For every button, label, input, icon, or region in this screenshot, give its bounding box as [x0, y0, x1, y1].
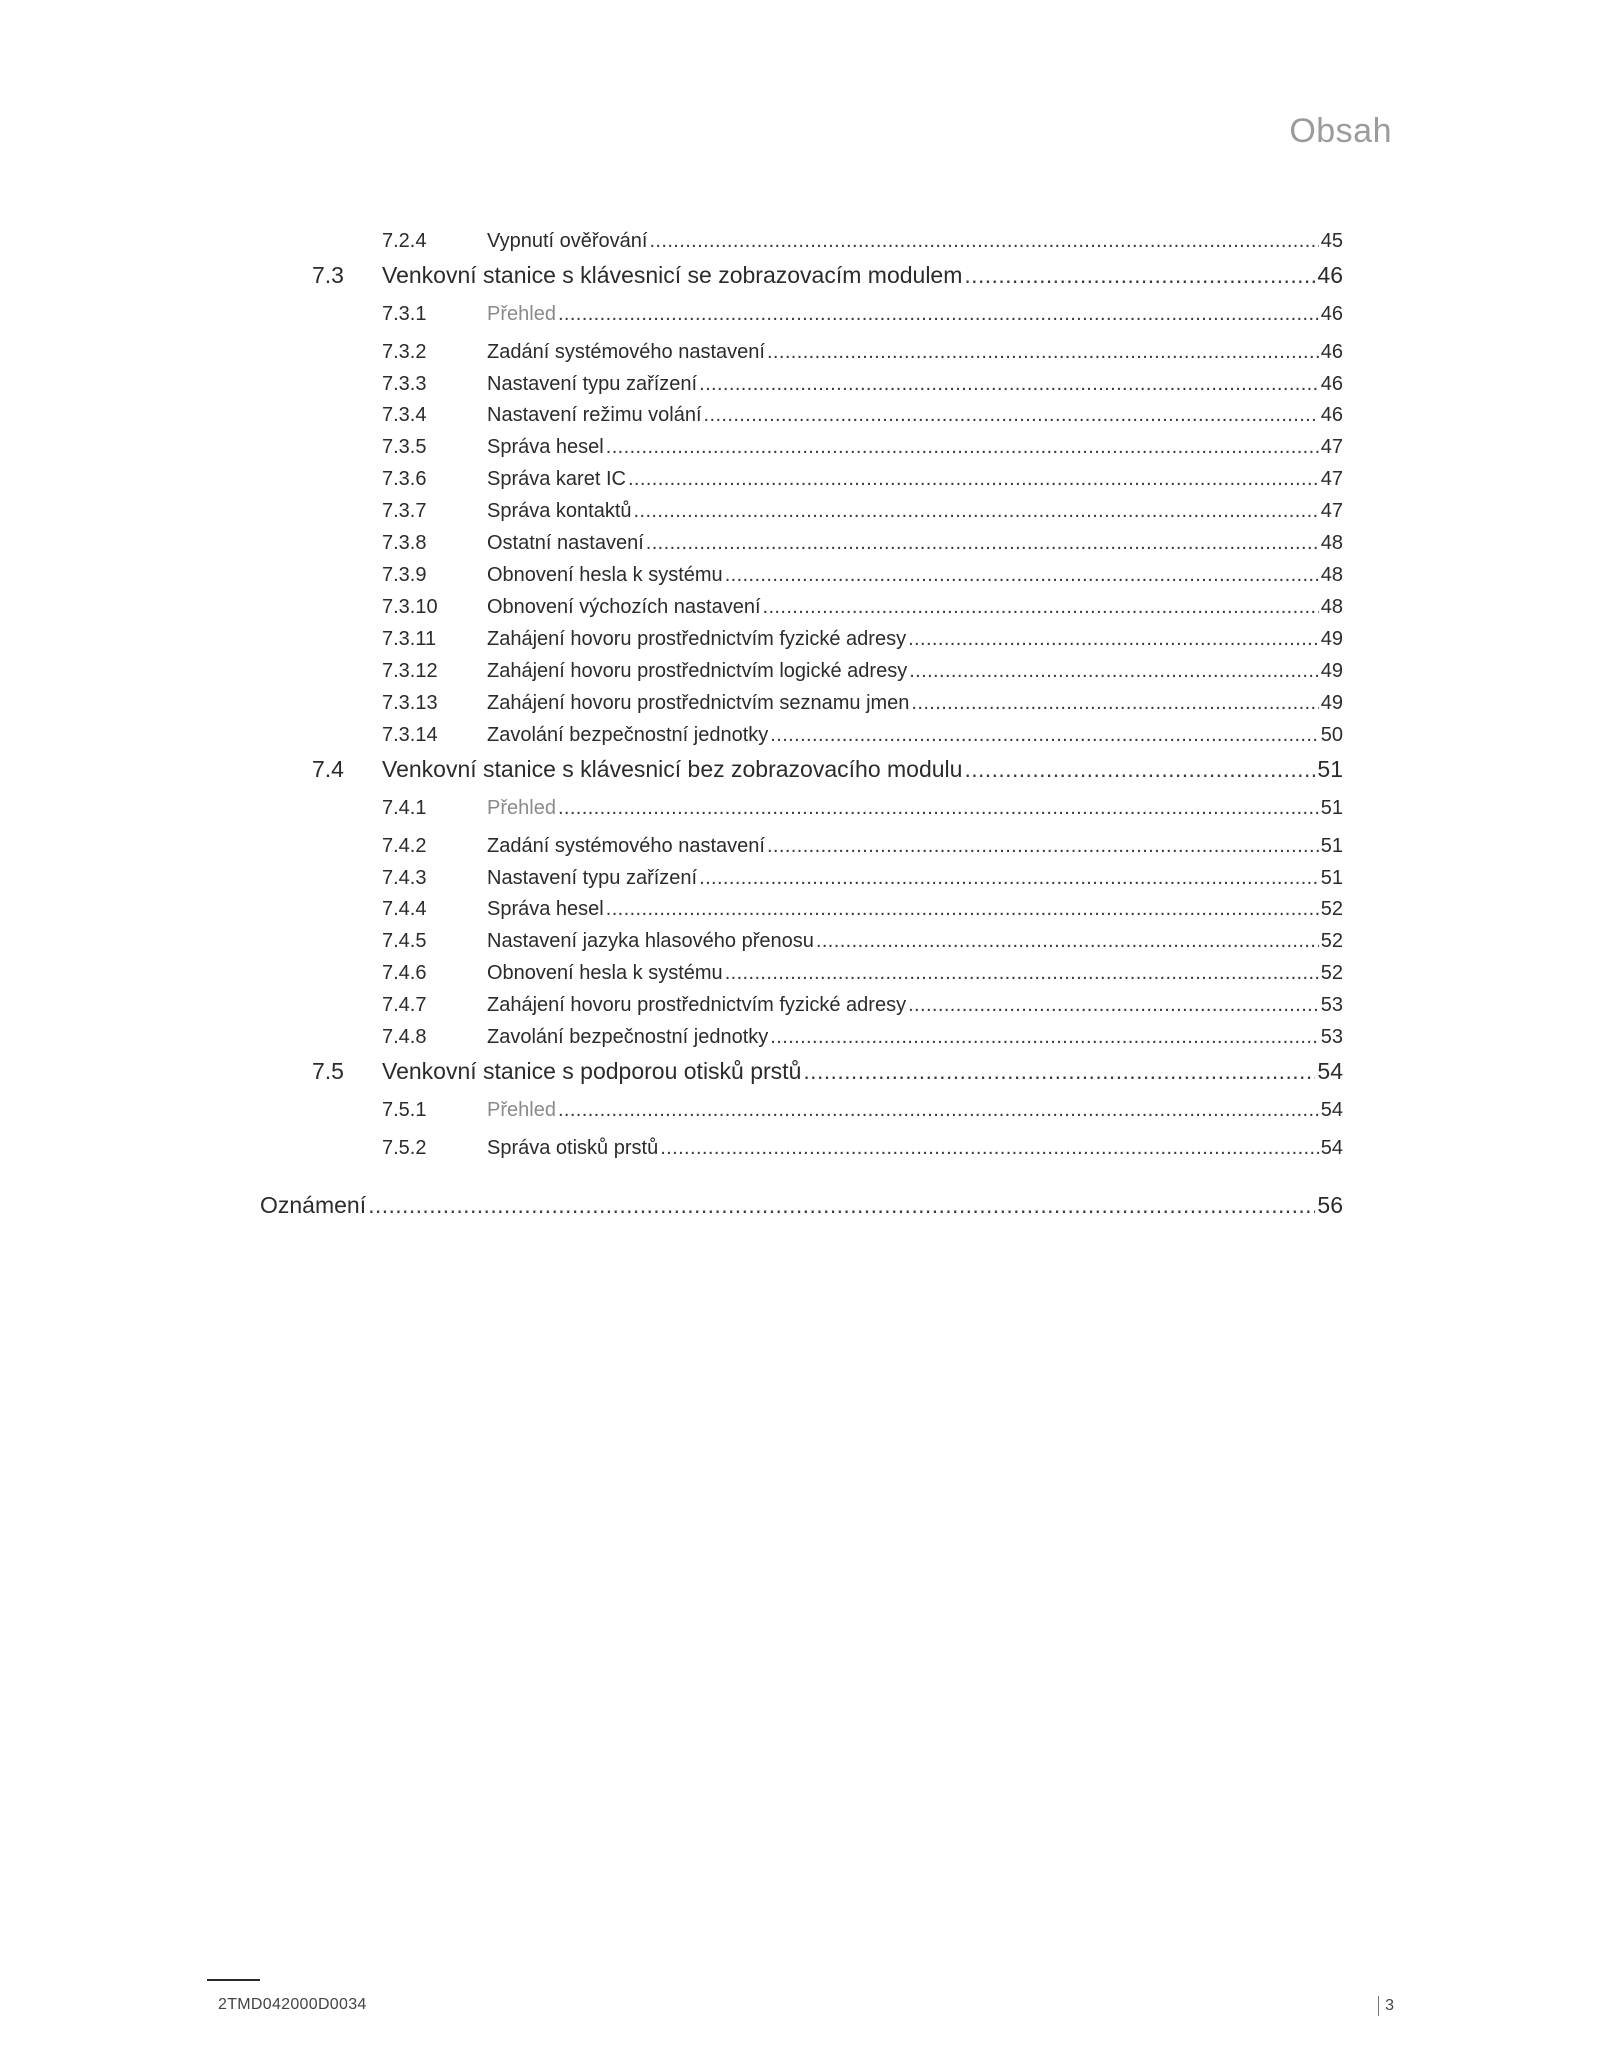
toc-entry-number: 7.3.9	[382, 564, 427, 586]
toc-entry-body	[487, 432, 1343, 462]
toc-dot-leader	[908, 990, 1319, 1020]
toc-entry[interactable]	[0, 432, 1600, 462]
toc-entry[interactable]	[0, 958, 1600, 988]
toc-entry-title: Zahájení hovoru prostřednictvím fyzické adresy	[487, 994, 907, 1016]
toc-dot-leader	[606, 894, 1319, 924]
toc-entry-page: 51	[1317, 756, 1343, 782]
toc-entry-body	[487, 656, 1343, 686]
toc-entry-title: Ostatní nastavení	[487, 532, 644, 554]
toc-entry[interactable]	[0, 496, 1600, 526]
toc-entry[interactable]	[0, 793, 1600, 823]
toc-entry-title: Zahájení hovoru prostřednictvím fyzické adresy	[487, 628, 907, 650]
toc-entry-page: 46	[1320, 373, 1343, 395]
toc-dot-leader	[606, 432, 1319, 462]
toc-entry[interactable]	[0, 1133, 1600, 1163]
toc-entry-body	[487, 793, 1343, 823]
page-header-title: Obsah	[1289, 112, 1392, 150]
toc-entry-number: 7.5.1	[382, 1099, 427, 1121]
toc-entry-number: 7.4.3	[382, 867, 427, 889]
toc-entry-page: 50	[1320, 724, 1343, 746]
toc-entry-page: 54	[1320, 1099, 1343, 1121]
toc-entry-body	[487, 464, 1343, 494]
toc-entry-number: 7.3.2	[382, 341, 427, 363]
toc-entry-title: Přehled	[487, 797, 556, 819]
toc-entry[interactable]	[0, 894, 1600, 924]
footer-page-number	[1378, 1996, 1394, 2016]
toc-entry-title: Zadání systémového nastavení	[487, 835, 765, 857]
toc-entry-title: Přehled	[487, 1099, 556, 1121]
toc-entry-page: 52	[1320, 962, 1343, 984]
toc-entry[interactable]	[0, 464, 1600, 494]
toc-dot-leader	[634, 496, 1319, 526]
toc-entry-body	[487, 990, 1343, 1020]
toc-entry-body	[487, 1133, 1343, 1163]
toc-entry-body	[487, 688, 1343, 718]
toc-entry-title: Zahájení hovoru prostřednictvím seznamu jmen	[487, 692, 910, 714]
toc-entry-number: 7.4.2	[382, 835, 427, 857]
toc-dot-leader	[770, 720, 1318, 750]
toc-entry-body	[382, 752, 1343, 786]
toc-entry-body	[487, 400, 1343, 430]
toc-entry-number: 7.3.13	[382, 692, 438, 714]
toc-entry-number: 7.3.12	[382, 660, 438, 682]
toc-dot-leader	[660, 1133, 1319, 1163]
toc-entry-title: Přehled	[487, 303, 556, 325]
toc-entry-number: 7.3.5	[382, 436, 427, 458]
toc-dot-leader	[558, 1095, 1319, 1125]
toc-entry-page: 46	[1320, 303, 1343, 325]
toc-entry-page: 48	[1320, 564, 1343, 586]
toc-entry-page: 53	[1320, 994, 1343, 1016]
toc-entry-page: 56	[1317, 1192, 1343, 1218]
toc-entry-title: Správa hesel	[487, 436, 604, 458]
toc-entry-title: Zadání systémového nastavení	[487, 341, 765, 363]
toc-entry-body	[487, 496, 1343, 526]
toc-entry-number: 7.3.1	[382, 303, 427, 325]
toc-entry-body	[487, 863, 1343, 893]
toc-entry-title: Vypnutí ověřování	[487, 230, 648, 252]
toc-entry-title: Správa hesel	[487, 898, 604, 920]
toc-dot-leader	[770, 1022, 1318, 1052]
toc-dot-leader	[558, 299, 1319, 329]
footer-rule	[207, 1979, 260, 1981]
toc-entry-title: Oznámení	[260, 1192, 367, 1218]
toc-entry-number: 7.4.5	[382, 930, 427, 952]
toc-entry-number: 7.3.7	[382, 500, 427, 522]
toc-entry[interactable]	[0, 656, 1600, 686]
toc-entry[interactable]	[0, 337, 1600, 367]
toc-entry[interactable]	[0, 752, 1600, 786]
toc-dot-leader	[964, 258, 1315, 292]
toc-entry-title: Zavolání bezpečnostní jednotky	[487, 1026, 769, 1048]
toc-dot-leader	[699, 863, 1319, 893]
toc-entry-body	[260, 1187, 1343, 1223]
toc-entry-number: 7.3.14	[382, 724, 438, 746]
toc-entry-page: 51	[1320, 867, 1343, 889]
toc-dot-leader	[646, 528, 1319, 558]
toc-entry[interactable]	[0, 1095, 1600, 1125]
toc-entry-number: 7.4.8	[382, 1026, 427, 1048]
toc-entry-title: Venkovní stanice s klávesnicí bez zobrazovacího modulu	[382, 756, 963, 782]
toc-entry[interactable]	[0, 926, 1600, 956]
toc-entry-page: 47	[1320, 468, 1343, 490]
toc-entry-page: 48	[1320, 532, 1343, 554]
toc-entry[interactable]	[0, 258, 1600, 292]
toc-entry-title: Nastavení režimu volání	[487, 404, 702, 426]
toc-entry-body	[487, 894, 1343, 924]
toc-dot-leader	[649, 226, 1318, 256]
toc-entry-page: 51	[1320, 797, 1343, 819]
toc-entry-title: Obnovení hesla k systému	[487, 962, 723, 984]
toc-dot-leader	[704, 400, 1319, 430]
toc-dot-leader	[699, 369, 1319, 399]
toc-dot-leader	[725, 560, 1319, 590]
toc-dot-leader	[628, 464, 1319, 494]
toc-entry-body	[487, 337, 1343, 367]
toc-entry-number: 7.3.6	[382, 468, 427, 490]
toc-entry[interactable]	[0, 688, 1600, 718]
toc-entry-number: 7.3.11	[382, 628, 437, 650]
toc-entry-page: 45	[1320, 230, 1343, 252]
toc-entry[interactable]	[0, 400, 1600, 430]
toc-entry-body	[487, 958, 1343, 988]
toc-entry-page: 47	[1320, 436, 1343, 458]
toc-dot-leader	[767, 337, 1319, 367]
toc-entry-number: 7.5	[312, 1058, 344, 1084]
toc-entry-number: 7.2.4	[382, 230, 427, 252]
toc-entry-page: 49	[1320, 692, 1343, 714]
toc-entry-page: 53	[1320, 1026, 1343, 1048]
toc-entry-number: 7.4.7	[382, 994, 427, 1016]
toc-entry-page: 46	[1317, 262, 1343, 288]
toc-entry-title: Nastavení jazyka hlasového přenosu	[487, 930, 814, 952]
toc-entry-number: 7.3.4	[382, 404, 427, 426]
toc-entry[interactable]	[0, 560, 1600, 590]
toc-dot-leader	[725, 958, 1319, 988]
toc-entry[interactable]	[0, 1187, 1600, 1223]
toc-entry-page: 52	[1320, 898, 1343, 920]
toc-entry[interactable]	[0, 831, 1600, 861]
toc-entry-number: 7.3.3	[382, 373, 427, 395]
toc-entry-body	[382, 258, 1343, 292]
toc-entry-page: 54	[1320, 1137, 1343, 1159]
toc-dot-leader	[911, 688, 1318, 718]
toc-entry[interactable]	[0, 592, 1600, 622]
toc-entry[interactable]	[0, 863, 1600, 893]
toc-entry-page: 47	[1320, 500, 1343, 522]
toc-entry-title: Zavolání bezpečnostní jednotky	[487, 724, 769, 746]
footer-page-number-text: 3	[1385, 1997, 1394, 2014]
toc-entry-title: Zahájení hovoru prostřednictvím logické adresy	[487, 660, 908, 682]
toc-entry-title: Nastavení typu zařízení	[487, 373, 698, 395]
toc-entry[interactable]	[0, 1022, 1600, 1052]
toc-entry-page: 49	[1320, 660, 1343, 682]
toc-entry-number: 7.4	[312, 756, 344, 782]
toc-entry-title: Venkovní stanice s klávesnicí se zobrazovacím modulem	[382, 262, 963, 288]
toc-dot-leader	[803, 1054, 1315, 1088]
toc-entry-body	[487, 720, 1343, 750]
toc-entry-body	[487, 624, 1343, 654]
toc-entry-title: Obnovení výchozích nastavení	[487, 596, 761, 618]
toc-entry[interactable]	[0, 369, 1600, 399]
toc-dot-leader	[964, 752, 1315, 786]
toc-dot-leader	[908, 624, 1319, 654]
toc-entry-title: Správa kontaktů	[487, 500, 632, 522]
toc-entry-title: Obnovení hesla k systému	[487, 564, 723, 586]
toc-entry-body	[487, 831, 1343, 861]
toc-entry-body	[487, 528, 1343, 558]
toc-entry-title: Nastavení typu zařízení	[487, 867, 698, 889]
toc-dot-leader	[368, 1187, 1315, 1223]
toc-entry[interactable]	[0, 528, 1600, 558]
toc-entry-body	[487, 560, 1343, 590]
toc-entry-body	[487, 926, 1343, 956]
toc-entry-body	[487, 1022, 1343, 1052]
toc-entry-body	[487, 592, 1343, 622]
toc-entry-body	[487, 1095, 1343, 1125]
toc-entry-number: 7.5.2	[382, 1137, 427, 1159]
toc-entry-title: Správa otisků prstů	[487, 1137, 659, 1159]
toc-dot-leader	[558, 793, 1319, 823]
footer-document-id: 2TMD042000D0034	[218, 1996, 367, 2013]
toc-entry-page: 49	[1320, 628, 1343, 650]
toc-entry-body	[487, 369, 1343, 399]
toc-entry-number: 7.4.6	[382, 962, 427, 984]
toc-entry-body	[487, 299, 1343, 329]
toc-dot-leader	[816, 926, 1319, 956]
toc-entry-page: 48	[1320, 596, 1343, 618]
toc-dot-leader	[909, 656, 1319, 686]
toc-entry[interactable]	[0, 720, 1600, 750]
toc-entry[interactable]	[0, 299, 1600, 329]
footer-separator	[1378, 1996, 1379, 2016]
toc-entry-page: 51	[1320, 835, 1343, 857]
toc-entry-number: 7.3.10	[382, 596, 438, 618]
toc-entry[interactable]	[0, 1054, 1600, 1088]
toc-entry[interactable]	[0, 990, 1600, 1020]
toc-entry[interactable]	[0, 624, 1600, 654]
toc-entry-title: Venkovní stanice s podporou otisků prstů	[382, 1058, 802, 1084]
toc-entry-number: 7.3	[312, 262, 344, 288]
toc-entry-page: 52	[1320, 930, 1343, 952]
toc-entry-body	[487, 226, 1343, 256]
toc-dot-leader	[763, 592, 1319, 622]
toc-entry-title: Správa karet IC	[487, 468, 626, 490]
toc-entry-page: 46	[1320, 404, 1343, 426]
toc-entry[interactable]	[0, 226, 1600, 256]
toc-entry-number: 7.3.8	[382, 532, 427, 554]
toc-entry-number: 7.4.1	[382, 797, 427, 819]
toc-entry-page: 54	[1317, 1058, 1343, 1084]
toc-entry-body	[382, 1054, 1343, 1088]
toc-dot-leader	[767, 831, 1319, 861]
toc-entry-number: 7.4.4	[382, 898, 427, 920]
toc-entry-page: 46	[1320, 341, 1343, 363]
